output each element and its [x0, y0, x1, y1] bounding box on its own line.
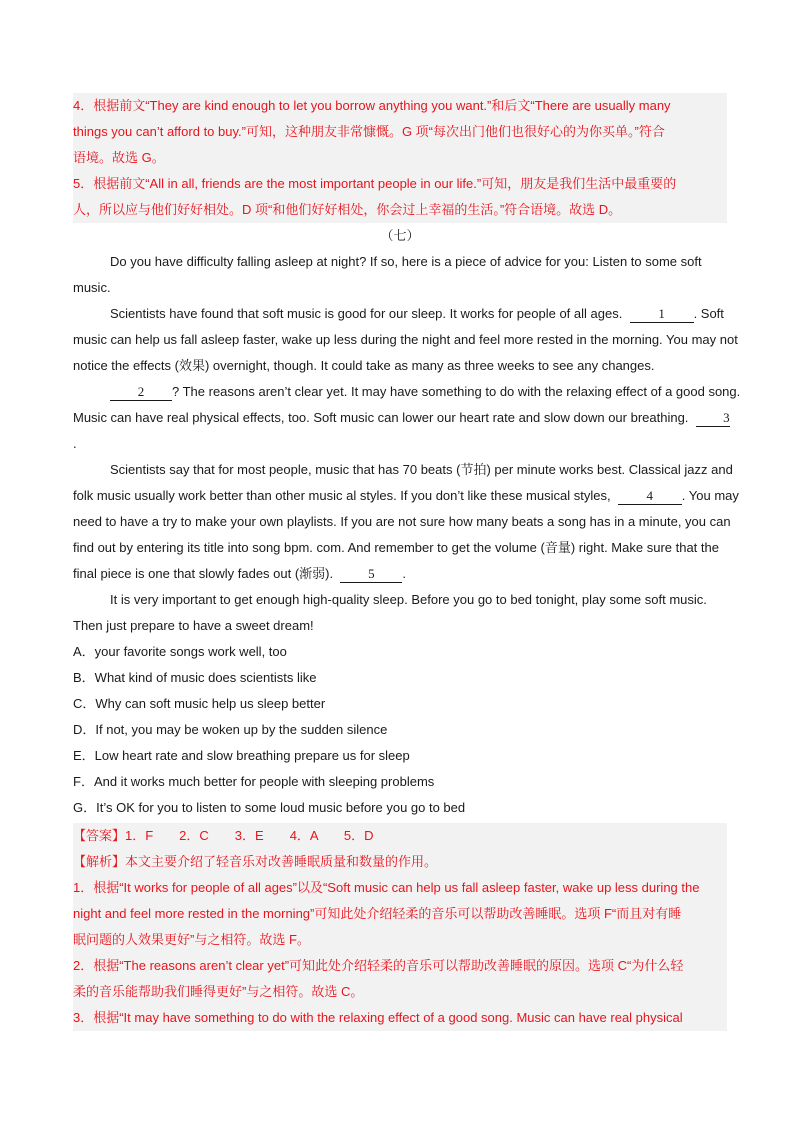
analysis-line: 2．根据“The reasons aren’t clear yet”可知此处介绍轻柔的音乐可以帮助改善睡眠的原因。选项 C“为什么轻 — [73, 958, 684, 973]
blank-4: 4 — [618, 488, 682, 505]
passage-line: Scientists say that for most people, music that has 70 beats (节拍) per minute works best. Classical jazz and — [110, 462, 733, 477]
option-c: C．Why can soft music help us sleep better — [73, 696, 326, 711]
option-a: A．your favorite songs work well, too — [73, 644, 287, 659]
analysis-line: 5．根据前文“All in all, friends are the most important people in our life.”可知，朋友是我们生活中最重要的 — [73, 176, 677, 191]
passage-line: find out by entering its title into song bpm. com. And remember to get the volume (音量) right. Make sure that the — [73, 540, 719, 555]
option-g: G．It’s OK for you to listen to some loud music before you go to bed — [73, 800, 466, 815]
passage-line — [73, 301, 727, 327]
analysis-line: 眠问题的人效果更好”与之相符。故选 F。 — [73, 932, 310, 947]
analysis-line: 3．根据“It may have something to do with the relaxing effect of a good song. Music can have real physical — [73, 1010, 683, 1025]
previous-analysis — [73, 93, 727, 223]
option-e: E．Low heart rate and slow breathing prepare us for sleep — [73, 748, 410, 763]
passage-line: notice the effects (效果) overnight, though. It could take as many as three weeks to see any changes. — [73, 358, 655, 373]
blank-1: 1 — [630, 306, 694, 323]
passage-line — [73, 561, 727, 587]
passage-text: . — [402, 566, 406, 581]
passage-line: Then just prepare to have a sweet dream! — [73, 618, 314, 633]
passage — [73, 249, 741, 821]
passage-text: final piece is one that slowly fades out (渐弱). — [73, 566, 334, 581]
passage-text: folk music usually work better than other music al styles. If you don’t like these musical styles, — [73, 488, 611, 503]
section-title: （七） — [380, 229, 420, 244]
option-f: F．And it works much better for people with sleeping problems — [73, 774, 435, 789]
analysis-line: 柔的音乐能帮助我们睡得更好”与之相符。故选 C。 — [73, 984, 364, 999]
option-d: D．If not, you may be woken up by the sudden silence — [73, 722, 388, 737]
analysis-line: 1．根据“It works for people of all ages”以及“Soft music can help us fall asleep faster, wake up less during the — [73, 880, 700, 895]
passage-text: Scientists have found that soft music is good for our sleep. It works for people of all ages. — [110, 306, 623, 321]
passage-text: Music can have real physical effects, too. Soft music can lower our heart rate and slow down our breathing. — [73, 410, 689, 425]
passage-text: ? The reasons aren’t clear yet. It may have something to do with the relaxing effect of a good song. — [172, 384, 741, 399]
analysis-line: 人，所以应与他们好好相处。D 项“和他们好好相处，你会过上幸福的生活。”符合语境。故选 D。 — [73, 202, 622, 217]
passage-line: . — [73, 436, 77, 451]
passage-line: It is very important to get enough high-quality sleep. Before you go to bed tonight, play some soft music. — [110, 592, 707, 607]
passage-line — [73, 379, 741, 405]
analysis-line: 4．根据前文“They are kind enough to let you borrow anything you want.”和后文“There are usually many — [73, 98, 671, 113]
blank-3: 3 — [696, 410, 730, 427]
passage-text: . Soft — [693, 306, 724, 321]
passage-line — [73, 483, 739, 509]
analysis-line: 语境。故选 G。 — [73, 150, 165, 165]
passage-line — [73, 405, 730, 431]
blank-5: 5 — [340, 566, 402, 583]
passage-line: music can help us fall asleep faster, wake up less during the night and feel more rested in the morning. You may not — [73, 332, 738, 347]
analysis-line: things you can’t afford to buy.”可知，这种朋友非常慷慨。G 项“每次出门他们也很好心的为你买单。”符合 — [73, 124, 665, 139]
option-b: B．What kind of music does scientists like — [73, 670, 317, 685]
passage-line: music. — [73, 280, 111, 295]
answer-line: 【答案】1．F 2．C 3．E 4．A 5．D — [73, 828, 374, 843]
analysis-line: night and feel more rested in the morning”可知此处介绍轻柔的音乐可以帮助改善睡眠。选项 F“而且对有睡 — [73, 906, 682, 921]
answer-analysis — [73, 823, 727, 1031]
analysis-line: 【解析】本文主要介绍了轻音乐对改善睡眠质量和数量的作用。 — [73, 854, 438, 869]
passage-line: need to have a try to make your own playlists. If you are not sure how many beats a song has in a minute, you can — [73, 514, 731, 529]
blank-2: 2 — [110, 384, 172, 401]
passage-line: Do you have difficulty falling asleep at night? If so, here is a piece of advice for you: Listen to some soft — [110, 254, 702, 269]
passage-text: . You may — [681, 488, 739, 503]
